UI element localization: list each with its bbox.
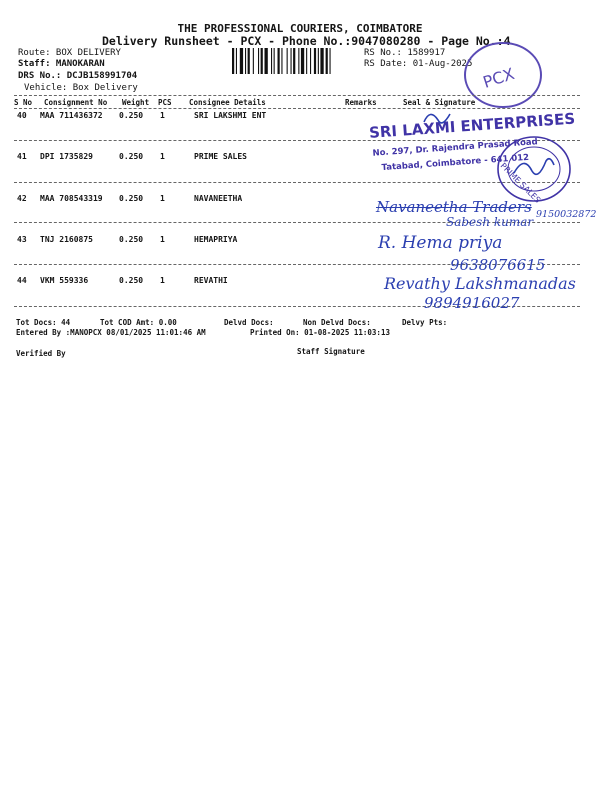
row-pcs: 1 (160, 111, 165, 120)
handwritten-phone-1: 9150032872 (536, 209, 597, 220)
handwritten-navaneetha: Navaneetha Traders (376, 198, 532, 216)
barcode (232, 48, 360, 74)
staff-label: Staff: MANOKARAN (18, 59, 105, 69)
rs-date: RS Date: 01-Aug-2025 (364, 59, 473, 69)
row-weight: 0.250 (119, 152, 144, 161)
row-weight: 0.250 (119, 111, 144, 120)
col-remarks: Remarks (345, 98, 377, 107)
row-weight: 0.250 (119, 235, 144, 244)
row-consignee: HEMAPRIYA (194, 235, 238, 244)
row-pcs: 1 (160, 276, 165, 285)
row-consignment: VKM 559336 (40, 276, 89, 285)
prime-sales-seal-text: PRIME SALES (498, 161, 543, 205)
runsheet-subtitle: Delivery Runsheet - PCX - Phone No.:9047080280 - Page No.:4 (102, 34, 511, 48)
vehicle-label: Vehicle: Box Delivery (24, 83, 138, 93)
row-consignee: SRI LAKSHMI ENT (194, 111, 267, 120)
company-title: THE PROFESSIONAL COURIERS, COIMBATORE (177, 22, 423, 35)
company-stamp-address2: Tatabad, Coimbatore - 641 012 (381, 152, 530, 174)
delivered-docs: Delvd Docs: (224, 318, 274, 327)
col-seal-signature: Seal & Signature (403, 98, 476, 107)
col-consignee: Consignee Details (189, 98, 266, 107)
verified-by-label: Verified By (16, 349, 66, 358)
row-consignment: DPI 1735829 (40, 152, 93, 161)
rs-number: RS No.: 1589917 (364, 48, 446, 58)
col-weight: Weight (122, 98, 150, 107)
route-label: Route: BOX DELIVERY (18, 48, 121, 58)
handwritten-phone-3: 9894916027 (424, 294, 520, 312)
row-weight: 0.250 (119, 194, 144, 203)
row-pcs: 1 (160, 235, 165, 244)
row-consignee: REVATHI (194, 276, 228, 285)
col-consignment: Consignment No (44, 98, 108, 107)
row-sno: 43 (17, 235, 27, 244)
entered-by: Entered By :MANOPCX 08/01/2025 11:01:46 AM (16, 328, 206, 337)
row-sno: 40 (17, 111, 27, 120)
pcx-stamp-text: PCX (480, 64, 517, 92)
row-sno: 41 (17, 152, 27, 161)
row-pcs: 1 (160, 194, 165, 203)
company-stamp-name: SRI LAXMI ENTERPRISES (368, 109, 576, 142)
delivery-points: Delvy Pts: (402, 318, 448, 327)
row-pcs: 1 (160, 152, 165, 161)
printed-on: Printed On: 01-08-2025 11:03:13 (250, 328, 390, 337)
row-consignment: TNJ 2160875 (40, 235, 93, 244)
row-sno: 42 (17, 194, 27, 203)
handwritten-phone-2: 9638076615 (450, 256, 546, 274)
col-sno: S No (14, 98, 33, 107)
row-consignment: MAA 711436372 (40, 111, 103, 120)
total-docs: Tot Docs: 44 (16, 318, 71, 327)
staff-signature-label: Staff Signature (297, 347, 365, 356)
row-consignee: PRIME SALES (194, 152, 247, 161)
drs-number: DRS No.: DCJB158991704 (18, 71, 138, 81)
header-top-rule (14, 95, 580, 96)
handwritten-hemapriya: R. Hema priya (378, 233, 503, 253)
row-sno: 44 (17, 276, 27, 285)
company-stamp-address1: No. 297, Dr. Rajendra Prasad Road (372, 137, 539, 159)
prime-sales-seal (494, 133, 574, 205)
row-consignee: NAVANEETHA (194, 194, 243, 203)
col-pcs: PCS (158, 98, 172, 107)
row-consignment: MAA 708543319 (40, 194, 103, 203)
row-weight: 0.250 (119, 276, 144, 285)
total-cod-amount: Tot COD Amt: 0.00 (100, 318, 177, 327)
handwritten-sabesh: Sabesh kumar (446, 215, 534, 229)
non-delivered-docs: Non Delvd Docs: (303, 318, 371, 327)
handwritten-revathy: Revathy Lakshmanadas (384, 274, 576, 293)
